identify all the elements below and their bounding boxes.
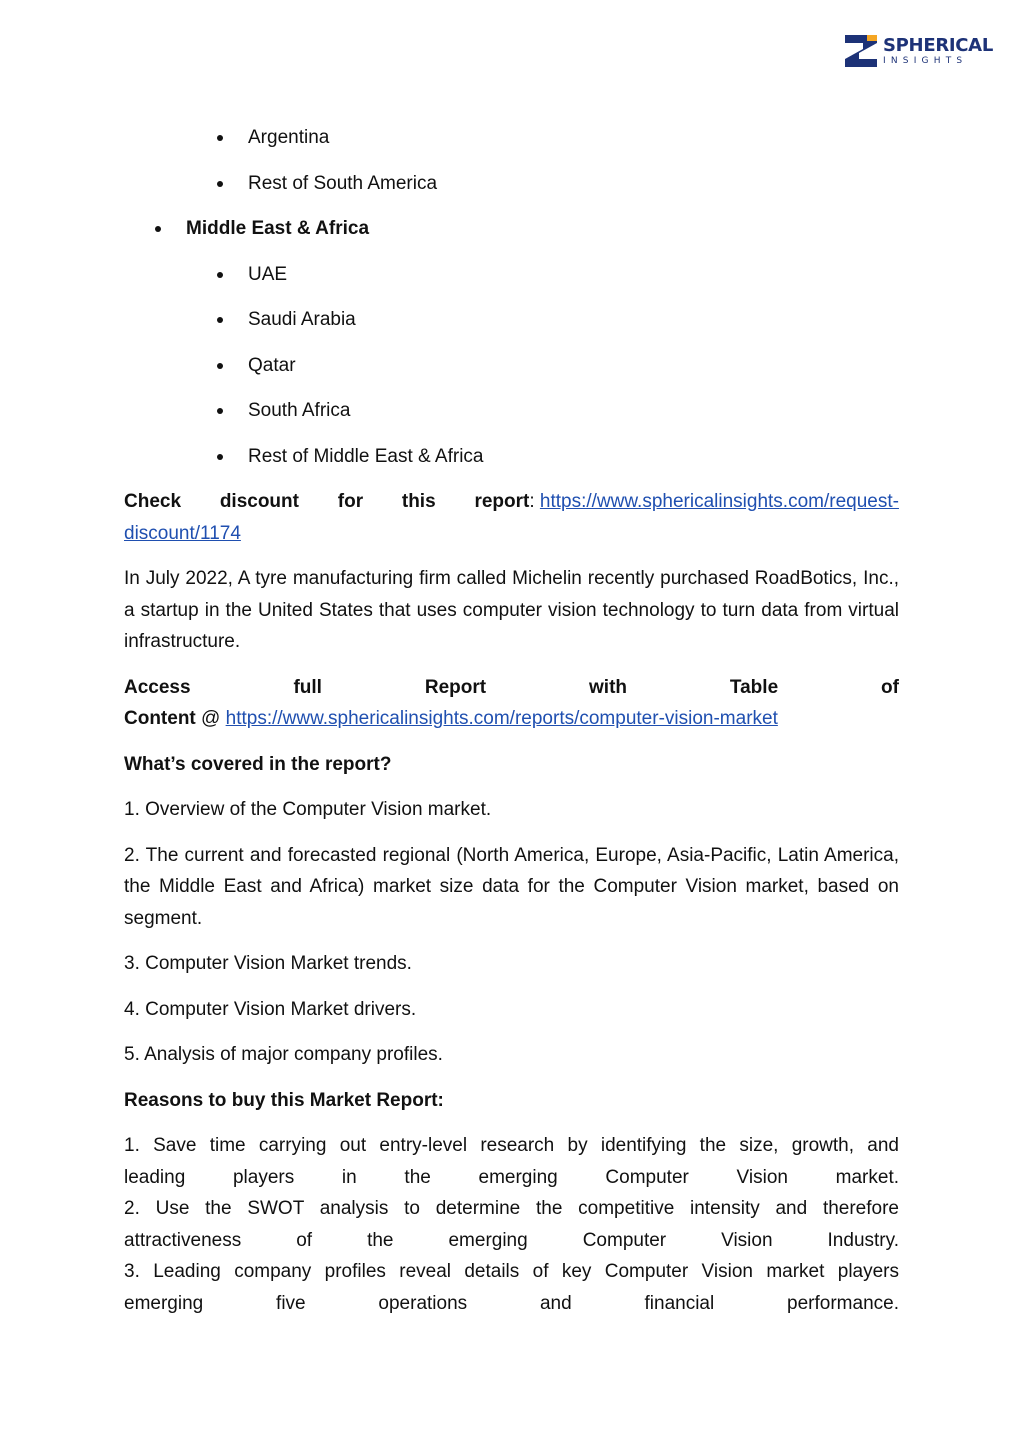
covered-item: 2. The current and forecasted regional (North America, Europe, Asia-Pacific, Latin America, the Middle East and Africa) market size data for the Computer Vision market, based on segment.: [124, 844, 899, 929]
list-item: [124, 350, 899, 382]
region-label: Qatar: [248, 354, 296, 376]
reasons-line: 3. Leading company profiles reveal details of key Computer Vision market players: [124, 1261, 899, 1282]
reasons-heading: Reasons to buy this Market Report:: [124, 1089, 444, 1111]
region-label: Saudi Arabia: [248, 309, 356, 330]
access-word: Report: [424, 676, 487, 698]
covered-item: 3. Computer Vision Market trends.: [124, 953, 412, 974]
region-label: Rest of Middle East & Africa: [248, 445, 484, 467]
list-item: [124, 122, 899, 154]
bullet-icon: [217, 317, 223, 323]
access-word: Access: [124, 676, 191, 698]
brand-logo: [845, 33, 993, 69]
spherical-insights-logo-icon: [845, 35, 877, 67]
discount-separator: :: [529, 491, 535, 512]
bullet-icon: [217, 135, 223, 141]
access-word: of: [881, 676, 899, 698]
discount-link-part2[interactable]: discount/1174: [124, 522, 241, 544]
list-item: [124, 259, 899, 291]
access-content-word: Content: [124, 708, 196, 729]
covered-heading: What’s covered in the report?: [124, 753, 392, 775]
discount-word: Check: [124, 491, 182, 512]
covered-item: 1. Overview of the Computer Vision market.: [124, 799, 492, 820]
discount-block: [124, 486, 899, 549]
access-line: [124, 672, 899, 704]
reasons-line: leading players in the emerging Computer Vision market.: [124, 1166, 899, 1188]
access-word: with: [589, 676, 628, 698]
region-label: Argentina: [248, 127, 330, 148]
discount-tail: [474, 486, 899, 518]
bullet-icon: [217, 408, 223, 414]
access-word: full: [293, 676, 322, 698]
bullet-icon: [155, 226, 161, 232]
bullet-icon: [217, 272, 223, 278]
discount-word: report: [474, 491, 530, 512]
list-item: [124, 168, 899, 200]
access-block: [124, 672, 899, 735]
list-item: [124, 395, 899, 427]
region-label: UAE: [248, 263, 288, 285]
news-paragraph: In July 2022, A tyre manufacturing firm called Michelin recently purchased RoadBotics, Inc., a startup in the United States that uses computer vision technology to turn data from virtual infrastructure.: [124, 568, 899, 652]
region-label: Rest of South America: [248, 172, 438, 194]
covered-item: 4. Computer Vision Market drivers.: [124, 998, 417, 1020]
discount-word: for: [337, 491, 364, 512]
brand-name: SPHERICAL: [883, 34, 993, 56]
document-body: [124, 122, 899, 1319]
report-link[interactable]: https://www.sphericalinsights.com/reports/computer-vision-market: [225, 708, 778, 729]
reasons-line: emerging five operations and financial performance.: [124, 1292, 899, 1314]
list-item: [124, 304, 899, 336]
brand-subtitle: INSIGHTS: [883, 55, 968, 66]
reasons-line: 2. Use the SWOT analysis to determine the competitive intensity and therefore: [124, 1198, 899, 1219]
region-list: [124, 122, 899, 472]
reasons-block: [124, 1130, 899, 1319]
discount-link-part1[interactable]: https://www.sphericalinsights.com/request-: [539, 491, 899, 512]
list-item: [124, 441, 899, 473]
access-word: Table: [729, 676, 779, 698]
list-item-region-heading: [124, 213, 899, 245]
discount-word: this: [401, 491, 436, 512]
bullet-icon: [217, 181, 223, 187]
access-at-sign: @: [195, 708, 226, 729]
covered-item: 5. Analysis of major company profiles.: [124, 1044, 443, 1065]
region-label: South Africa: [248, 400, 351, 421]
region-heading-label: Middle East & Africa: [186, 218, 370, 239]
reasons-line: attractiveness of the emerging Computer Vision Industry.: [124, 1229, 899, 1251]
discount-word: discount: [219, 491, 299, 512]
bullet-icon: [217, 454, 223, 460]
bullet-icon: [217, 363, 223, 369]
reasons-line: 1. Save time carrying out entry-level research by identifying the size, growth, and: [124, 1135, 899, 1156]
